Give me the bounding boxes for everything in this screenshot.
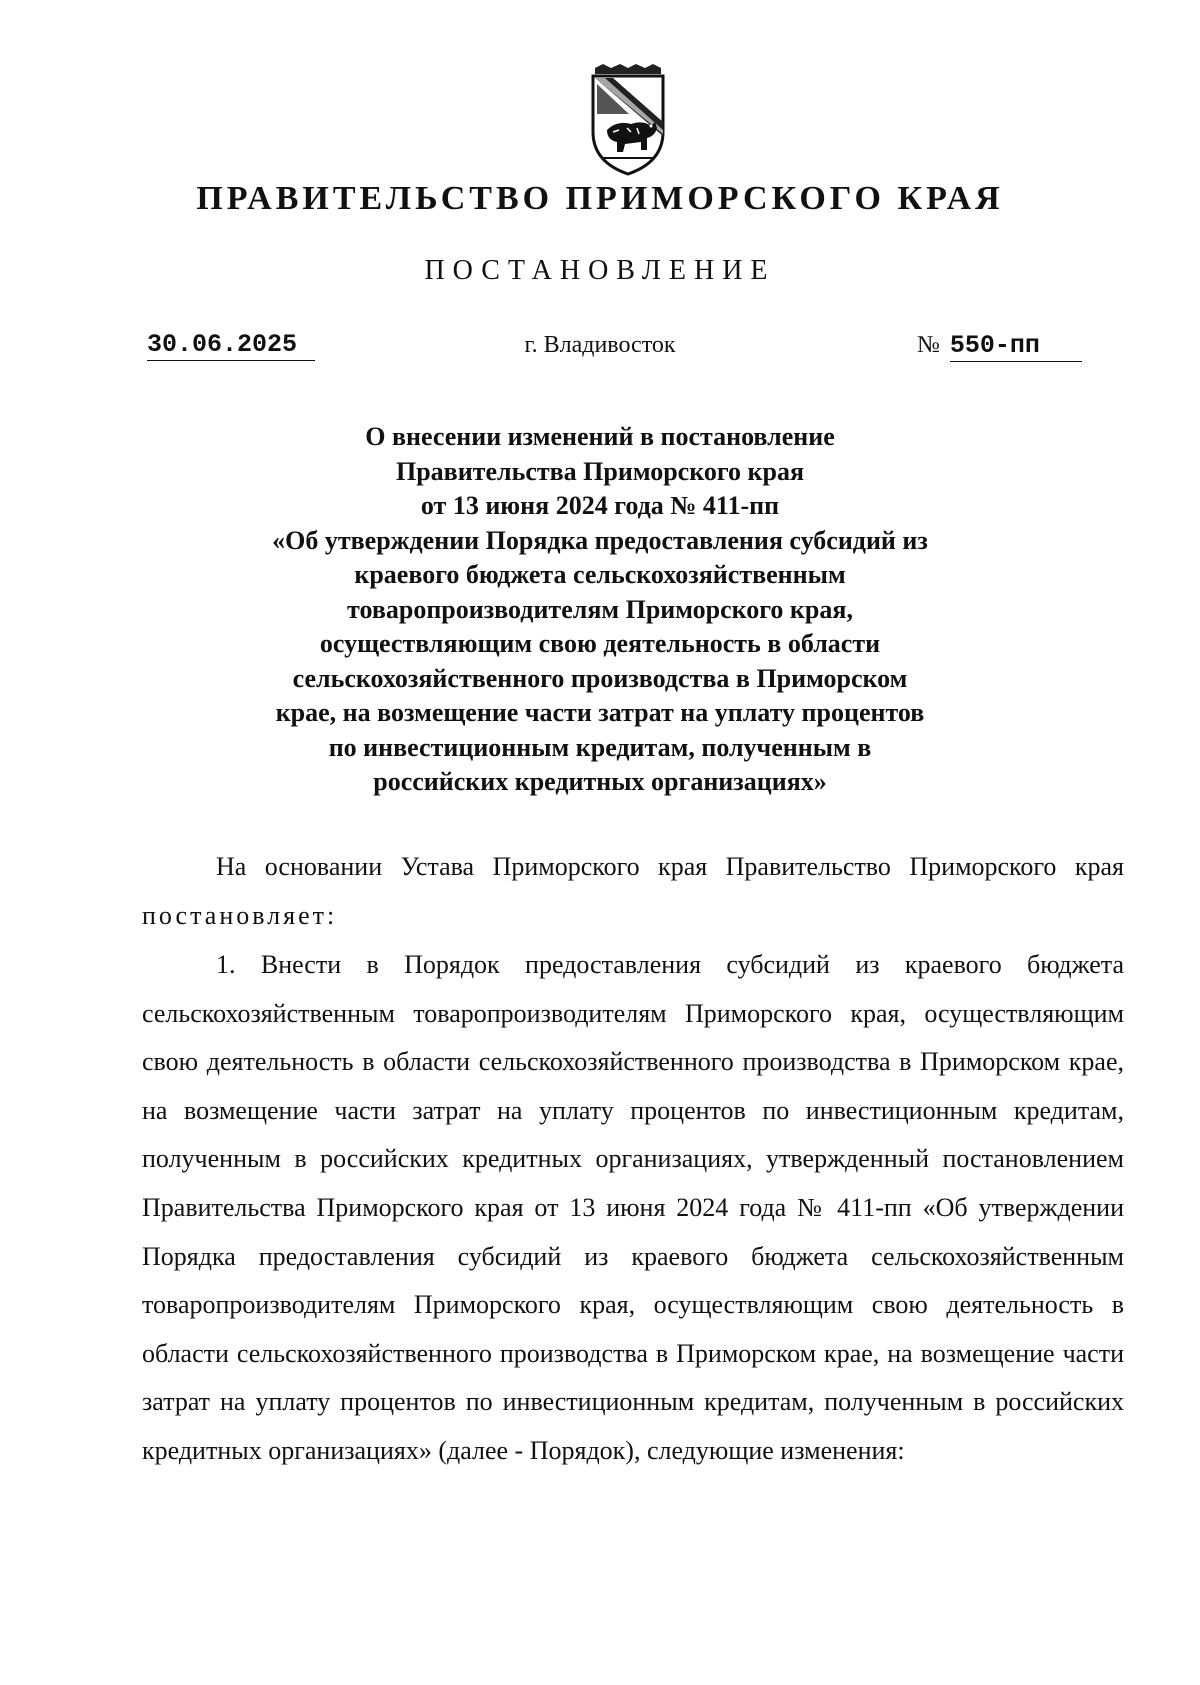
heading-line: осуществляющим свою деятельность в области [319,629,881,658]
body-paragraph-1: 1. Внести в Порядок предоставления субсидий из краевого бюджета сельскохозяйственным товаропроизводителям Приморского края, осуществляющим свою деятельность в области сельскохозяйственного производства в Приморском крае, на возмещение части затрат на уплату процентов по инвестиционным кредитам, полученным в российских кредитных организациях, утвержденный постановлением Правительства Приморского края от 13 июня 2024 года № 411-пп «Об утверждении Порядка предоставления субсидий из краевого бюджета сельскохозяйственным товаропроизводителям Приморского края, осуществляющим свою деятельность в области сельскохозяйственного производства в Приморском крае, на возмещение части затрат на уплату процентов по инвестиционным кредитам, полученным в российских кредитных организациях» (далее - Порядок), следующие изменения: [142,950,1124,1465]
heading-line: Правительства Приморского края [395,456,805,486]
document-heading [150,420,1050,800]
document-city: г. Владивосток [524,332,676,358]
heading-line: краевого бюджета сельскохозяйственным [354,560,846,589]
coat-of-arms-icon [583,64,673,176]
heading-line: от 13 июня 2024 года № 411-пп [420,491,780,520]
document-type: ПОСТАНОВЛЕНИЕ [424,255,776,286]
heading-line: по инвестиционным кредитам, полученным в [328,732,872,762]
body-paragraph-preamble [142,843,1124,940]
heading-line: «Об утверждении Порядка предоставления субсидий из [272,525,928,555]
document-date: 30.06.2025 [147,330,315,361]
heading-line: российских кредитных организациях» [373,767,827,796]
number-value: 550-пп [950,331,1082,362]
heading-line: сельскохозяйственного производства в Приморском [292,663,908,693]
preamble-emphasis: постановляет: [142,900,338,930]
heading-line: товаропроизводителям Приморского края, [347,594,853,624]
number-sign: № [917,332,940,358]
heading-line: крае, на возмещение части затрат на уплату процентов [275,698,925,727]
preamble-text: На основании Устава Приморского края Правительство Приморского края [216,852,1124,881]
document-number [917,330,1082,362]
heading-line: О внесении изменений в постановление [365,422,835,451]
organization-title: ПРАВИТЕЛЬСТВО ПРИМОРСКОГО КРАЯ [196,180,1004,217]
